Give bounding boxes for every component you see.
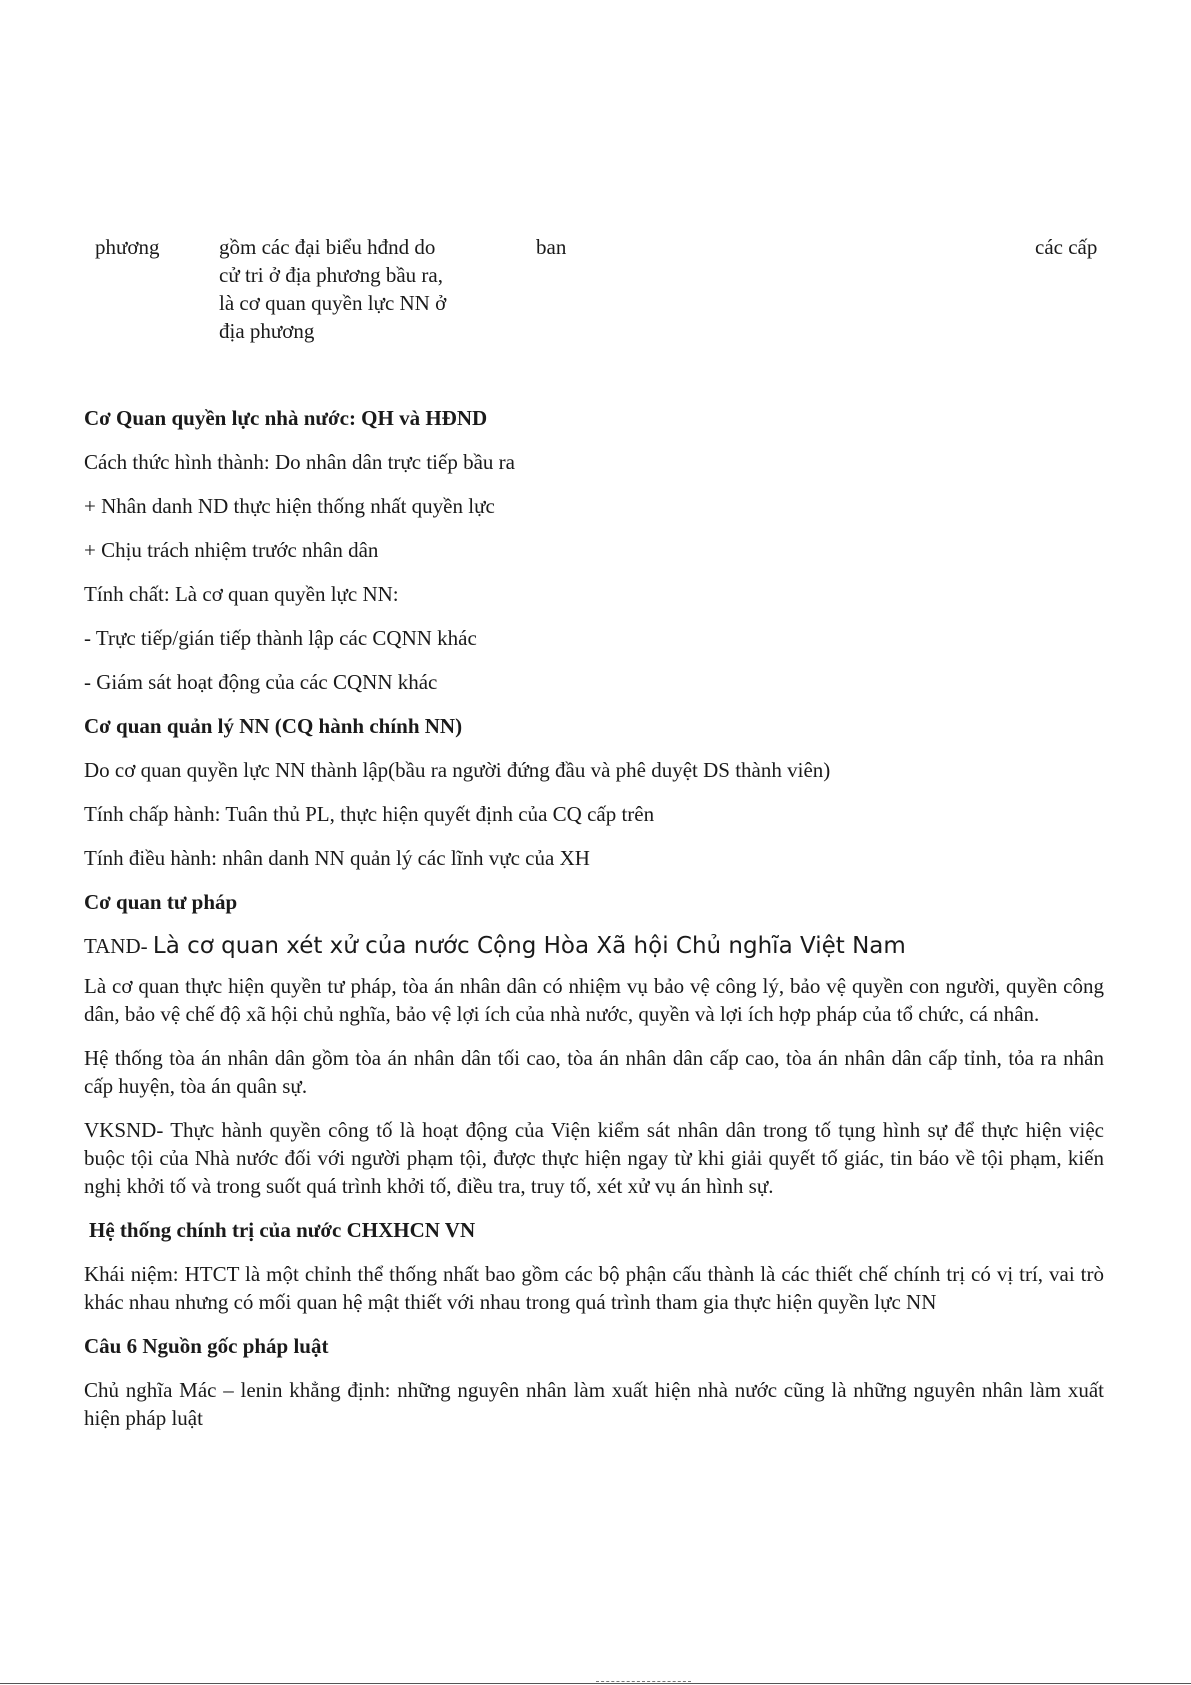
paragraph: Cách thức hình thành: Do nhân dân trực tiếp bầu ra: [84, 450, 515, 474]
paragraph: Tính chấp hành: Tuân thủ PL, thực hiện quyết định của CQ cấp trên: [84, 802, 655, 826]
tand-definition: Là cơ quan xét xử của nước Cộng Hòa Xã hội Chủ nghĩa Việt Nam: [152, 933, 906, 959]
paragraph: - Trực tiếp/gián tiếp thành lập các CQNN khác: [84, 626, 477, 650]
paragraph: Là cơ quan thực hiện quyền tư pháp, tòa án nhân dân có nhiệm vụ bảo vệ công lý, bảo vệ quyền con người, quyền công dân, bảo vệ chế độ xã hội chủ nghĩa, bảo vệ lợi ích của nhà nước, quyền và lợi ích hợp pháp của tổ chức, cá nhân.: [84, 974, 1104, 1026]
document-body: [84, 404, 1104, 1448]
section-heading: Cơ quan quản lý NN (CQ hành chính NN): [84, 714, 463, 738]
page-bottom-mark: [596, 1681, 691, 1683]
tand-label: TAND-: [84, 934, 153, 958]
paragraph: + Chịu trách nhiệm trước nhân dân: [84, 538, 379, 562]
paragraph: Do cơ quan quyền lực NN thành lập(bầu ra người đứng đầu và phê duyệt DS thành viên): [84, 758, 831, 782]
table-cell-line: cử tri ở địa phương bầu ra,: [219, 263, 443, 287]
paragraph: + Nhân danh ND thực hiện thống nhất quyền lực: [84, 494, 495, 518]
table-cell-levels: các cấp: [1035, 235, 1098, 259]
table-cell-body: ban: [536, 235, 567, 259]
page-bottom-rule: [0, 1683, 1191, 1684]
table-cell-line: là cơ quan quyền lực NN ở: [219, 291, 447, 315]
table-cell-level: phương: [95, 235, 160, 259]
section-heading: Cơ Quan quyền lực nhà nước: QH và HĐND: [84, 406, 488, 430]
paragraph: VKSND- Thực hành quyền công tố là hoạt động của Viện kiểm sát nhân dân trong tố tụng hình sự để thực hiện việc buộc tội của Nhà nước đối với người phạm tội, được thực hiện ngay từ khi giải quyết tố giác, tin báo về tội phạm, kiến nghị khởi tố và trong suốt quá trình khởi tố, điều tra, truy tố, xét xử vụ án hình sự.: [84, 1118, 1104, 1198]
paragraph: Khái niệm: HTCT là một chỉnh thể thống nhất bao gồm các bộ phận cấu thành là các thiết chế chính trị có vị trí, vai trò khác nhau nhưng có mối quan hệ mật thiết với nhau trong quá trình tham gia thực hiện quyền lực NN: [84, 1262, 1104, 1314]
section-heading: Câu 6 Nguồn gốc pháp luật: [84, 1334, 329, 1358]
section-heading: Hệ thống chính trị của nước CHXHCN VN: [89, 1218, 476, 1242]
paragraph: Hệ thống tòa án nhân dân gồm tòa án nhân dân tối cao, tòa án nhân dân cấp cao, tòa án nhân dân cấp tỉnh, tỏa ra nhân cấp huyện, tòa án quân sự.: [84, 1046, 1104, 1098]
paragraph: Tính chất: Là cơ quan quyền lực NN:: [84, 582, 399, 606]
section-heading: Cơ quan tư pháp: [84, 890, 238, 914]
paragraph: - Giám sát hoạt động của các CQNN khác: [84, 670, 438, 694]
paragraph: Chủ nghĩa Mác – lenin khẳng định: những nguyên nhân làm xuất hiện nhà nước cũng là những nguyên nhân làm xuất hiện pháp luật: [84, 1378, 1104, 1430]
table-cell-line: gồm các đại biểu hđnd do: [219, 235, 436, 259]
table-cell-composition: [219, 233, 489, 345]
tand-paragraph: [84, 932, 1104, 960]
table-cell-line: địa phương: [219, 319, 315, 343]
paragraph: Tính điều hành: nhân danh NN quản lý các lĩnh vực của XH: [84, 846, 590, 870]
